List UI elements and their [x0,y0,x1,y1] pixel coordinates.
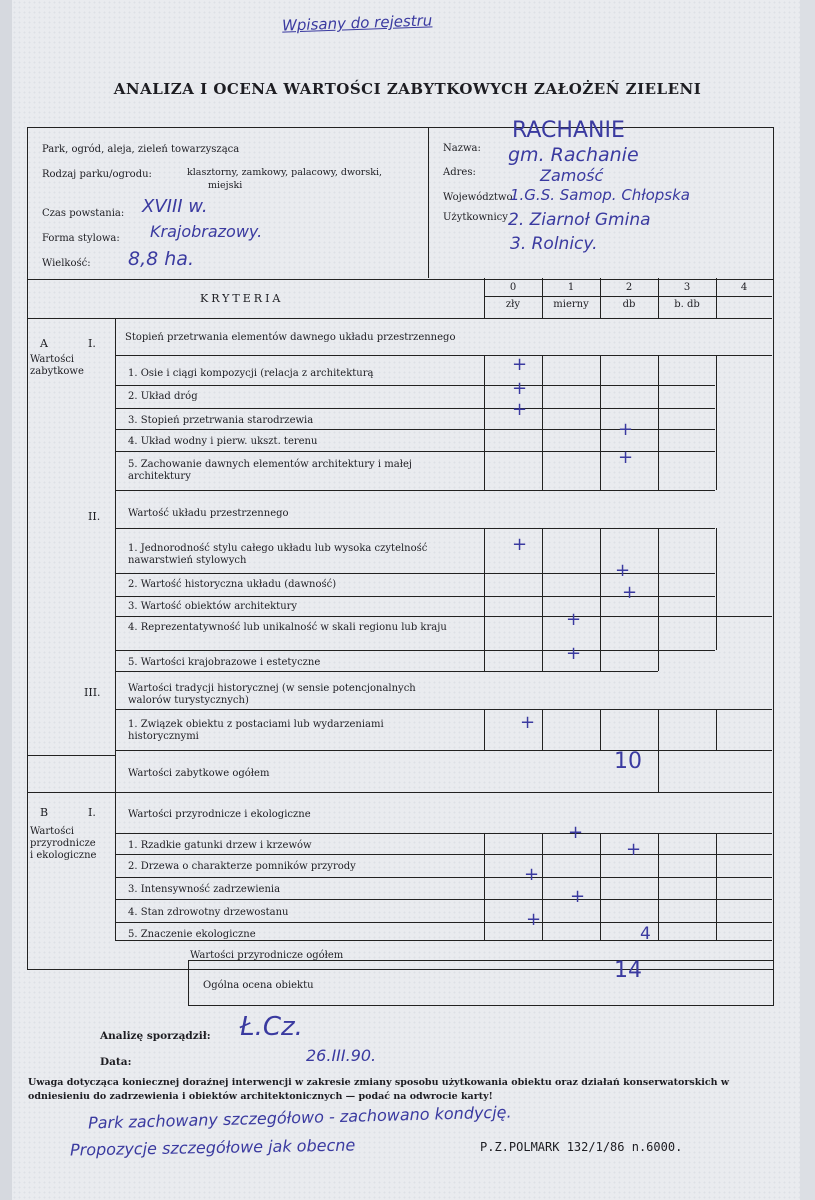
score-mark: + [618,447,634,468]
woj-value: 1.G.S. Samop. Chłopska [510,186,690,204]
score-mark: + [566,609,582,630]
score-mark: + [512,534,528,555]
col-line [542,528,543,671]
col-line [716,355,717,490]
col-line [658,278,659,318]
overall-value: 14 [614,958,642,983]
score-mark: + [622,582,638,603]
handwritten-register-note: Wpisany do rejestru [281,11,433,35]
section-a-total-label: Wartości zabytkowe ogółem [128,768,270,779]
printer-code: P.Z.POLMARK 132/1/86 n.6000. [480,1140,683,1154]
adres-value-2: Zamość [540,166,604,185]
row-line [115,528,715,529]
col-line [658,528,659,671]
row-line [115,408,715,409]
col-line [716,833,717,940]
col-line [716,528,717,650]
col-line [716,278,717,318]
row-line [115,750,772,751]
group-3-title: Wartości tradycji historycznej (w sensie potencjonalnych walorów turystycznych) [128,683,416,706]
rodzaj-options: klasztorny, zamkowy, palacowy, dworski, [187,167,383,178]
col-0-num: 0 [509,282,517,293]
section-b-letter: B [40,806,49,819]
criterion-b-3: 3. Intensywność zadrzewienia [128,884,281,895]
col-line [484,833,485,940]
row-line [115,490,715,491]
criterion-b-5: 5. Znaczenie ekologiczne [128,929,256,940]
header-midline [484,296,772,297]
czas-label: Czas powstania: [42,208,125,219]
group-1-title: Stopień przetrwania elementów dawnego układu przestrzennego [125,332,456,343]
row-line [115,833,772,834]
czas-value: XVIII w. [142,196,208,217]
col-2-name: db [622,299,636,310]
handwritten-note-1: Park zachowany szczegółowo - zachowano kondycję. [87,1102,512,1133]
section-a-roman-3: III. [84,686,101,699]
rodzaj-label: Rodzaj parku/ogrodu: [42,169,152,180]
col-line [484,355,485,490]
signature: Ł.Cz. [240,1012,303,1042]
section-b-total-value: 4 [640,924,651,944]
criterion-b-1: 1. Rzadkie gatunki drzew i krzewów [128,840,312,851]
criteria-label: KRYTERIA [200,292,284,305]
col-line [542,278,543,318]
row-line [115,854,772,855]
nazwa-value: RACHANIE [512,118,625,143]
score-mark: + [615,560,631,581]
score-mark: + [524,864,540,885]
criterion-a1-2: 2. Układ dróg [128,391,198,402]
criterion-a2-4: 4. Reprezentatywność lub unikalność w skali regionu lub kraju [128,622,447,633]
row-line [115,899,772,900]
criterion-a2-1: 1. Jednorodność stylu całego układu lub wysoka czytelność nawarstwień stylowych [128,543,428,566]
col-line [600,709,601,750]
col-line [600,528,601,671]
criterion-a1-1: 1. Osie i ciągi kompozycji (relacja z architekturą [128,368,374,379]
col-line [542,833,543,940]
section-b-total-label: Wartości przyrodnicze ogółem [190,950,344,961]
data-value: 26.III.90. [306,1046,377,1065]
score-mark: + [512,399,528,420]
page-left-edge [0,0,12,1200]
score-mark: + [626,839,642,860]
col-line [716,709,717,750]
section-b-name: Wartości przyrodnicze i ekologiczne [30,826,97,861]
score-mark: + [512,378,528,399]
row-line [115,671,658,672]
analiza-label: Analizę sporządził: [100,1030,211,1042]
criterion-b-4: 4. Stan zdrowotny drzewostanu [128,907,289,918]
park-line: Park, ogród, aleja, zieleń towarzysząca [42,144,240,155]
criterion-a2-5: 5. Wartości krajobrazowe i estetyczne [128,657,321,668]
header-bottom-line [27,318,772,319]
score-mark: + [526,909,542,930]
col-line [600,355,601,490]
criterion-a1-4: 4. Układ wodny i pierw. ukszt. terenu [128,436,318,447]
uzytkownicy-value-2: 3. Rolnicy. [510,234,598,254]
col-line [600,278,601,318]
col-line [658,709,659,750]
section-a-name: Wartości zabytkowe [30,354,84,377]
row-line [115,355,772,356]
header-divider [428,128,429,278]
score-mark: + [568,822,584,843]
row-line [115,877,772,878]
col-2-num: 2 [625,282,633,293]
wielkosc-label: Wielkość: [42,258,91,269]
col-3-name: b. db [674,299,700,310]
group-2-title: Wartość układu przestrzennego [128,508,289,519]
score-mark: + [570,886,586,907]
col-0-name: zły [505,299,521,310]
row-line [115,616,772,617]
nazwa-label: Nazwa: [443,143,481,154]
criterion-a2-3: 3. Wartość obiektów architektury [128,601,298,612]
section-a-roman-2: II. [88,510,101,523]
col-line [484,709,485,750]
score-mark: + [512,354,528,375]
section-a-total-value: 10 [614,749,642,774]
criterion-a1-3: 3. Stopień przetrwania starodrzewia [128,415,314,426]
section-a-roman-1: I. [88,337,96,350]
score-mark: + [566,643,582,664]
col-line [658,833,659,940]
section-a-left-divider [115,318,116,792]
row-line [27,755,115,756]
woj-label: Województwo: [443,192,516,203]
page-right-edge [800,0,815,1200]
row-line [115,709,772,710]
col-line [658,750,659,792]
criterion-b-2: 2. Drzewa o charakterze pomników przyrody [128,861,356,872]
uzytkownicy-value-1: 2. Ziarnoł Gmina [508,210,651,230]
handwritten-note-2: Propozycje szczegółowe jak obecne [69,1135,356,1160]
data-label: Data: [100,1056,132,1068]
row-line [115,922,772,923]
col-line [484,278,485,318]
row-line [115,940,772,941]
warning-note: Uwaga dotycząca koniecznej doraźnej interwencji w zakresie zmiany sposobu użytkowania obiektu oraz działań konserwatorskich w odniesieniu do zadrzewienia i obiektów architektonicznych — podać na odwrocie karty! [28,1077,730,1102]
row-line [115,650,715,651]
section-b-roman: I. [88,806,96,819]
adres-value: gm. Rachanie [508,144,639,166]
col-line [542,709,543,750]
form-title: ANALIZA I OCENA WARTOŚCI ZABYTKOWYCH ZAŁOŻEŃ ZIELENI [113,80,702,98]
section-b-left-divider [115,792,116,940]
col-line [658,355,659,490]
col-1-num: 1 [567,282,575,293]
section-divider [27,792,772,793]
col-line [542,355,543,490]
rodzaj-options-2: miejski [208,180,243,191]
section-a-letter: A [40,337,48,350]
forma-value: Krajobrazowy. [150,222,263,241]
col-line [600,833,601,940]
col-4-num: 4 [740,282,748,293]
criterion-a2-2: 2. Wartość historyczna układu (dawność) [128,579,337,590]
adres-label: Adres: [443,167,476,178]
row-line [115,385,715,386]
col-1-name: mierny [553,299,589,310]
score-mark: + [618,419,634,440]
uzytkownicy-label: Użytkownicy [443,212,508,223]
col-line [484,528,485,671]
col-3-num: 3 [683,282,691,293]
forma-label: Forma stylowa: [42,233,120,244]
score-mark: + [520,712,536,733]
criterion-a1-5: 5. Zachowanie dawnych elementów architektury i małej architektury [128,459,412,482]
criterion-a3-1: 1. Związek obiektu z postaciami lub wydarzeniami historycznymi [128,719,384,742]
wielkosc-value: 8,8 ha. [128,248,194,270]
section-b-title: Wartości przyrodnicze i ekologiczne [128,809,311,820]
overall-label: Ogólna ocena obiektu [203,980,314,991]
